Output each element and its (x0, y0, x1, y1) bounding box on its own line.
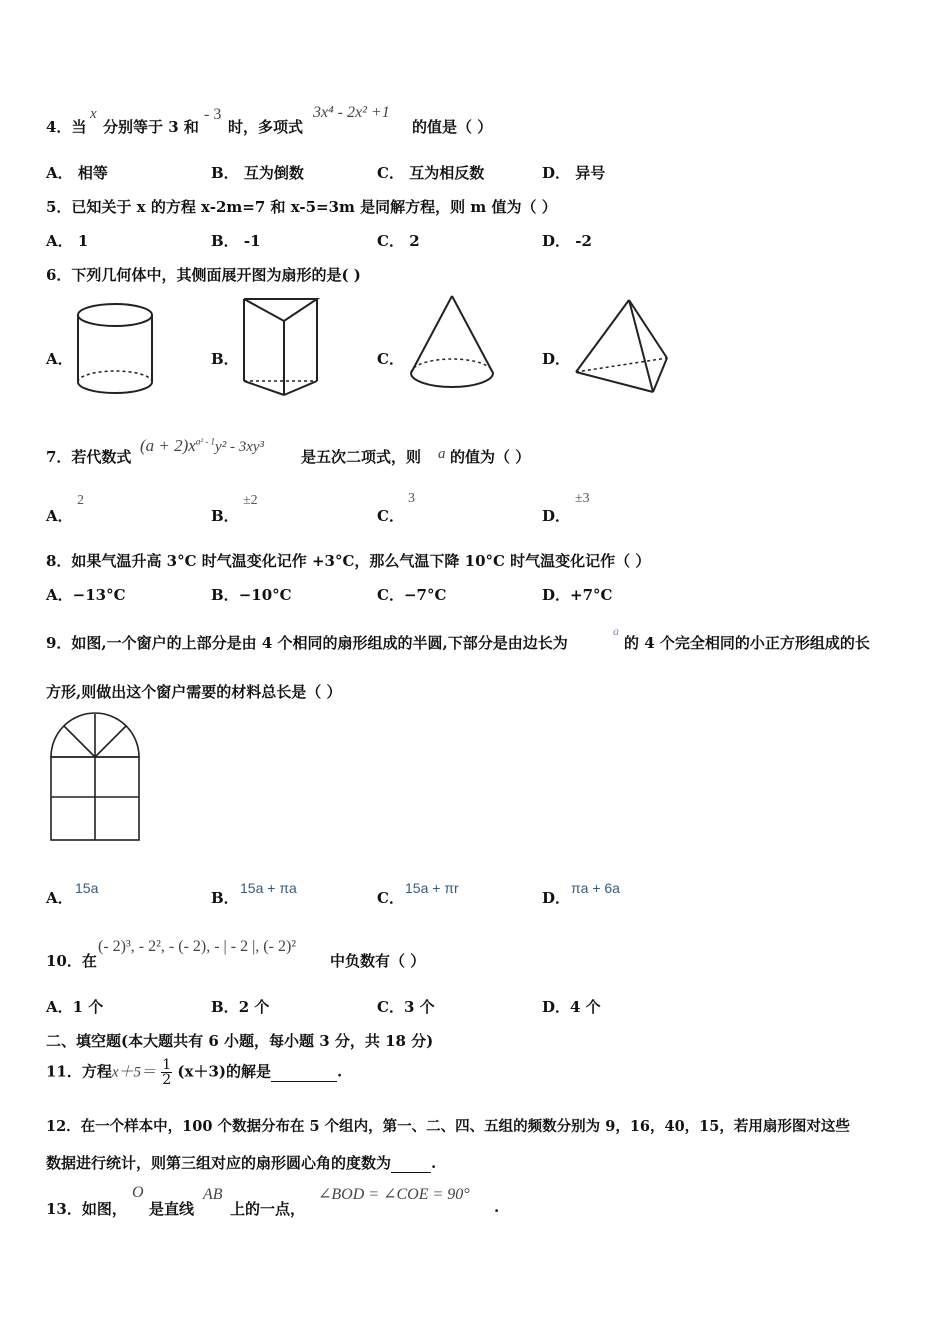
q4-option-b[interactable]: B． 互为倒数 (211, 164, 304, 182)
q8-option-b[interactable]: B．−10°C (211, 586, 292, 604)
q6-option-c[interactable]: C． (377, 350, 404, 368)
q10-option-c[interactable]: C．3 个 (377, 998, 435, 1016)
pyramid-icon (571, 296, 673, 396)
q4-neg3: - 3 (204, 106, 222, 123)
q11-equation: x＋5＝ (111, 1064, 157, 1081)
q4-option-d[interactable]: D． 异号 (542, 164, 606, 182)
q12-line-2: 数据进行统计，则第三组对应的扇形圆心角的度数为 . (46, 1154, 437, 1172)
q7-expr: $(a + 2)x^{a^2 - 1}y^2 - 3xy^3$ (140, 436, 265, 455)
q13-point-o: O (132, 1184, 144, 1201)
q9-line-2: 方形,则做出这个窗户需要的材料总长是（ ） (46, 683, 342, 701)
q7-option-d-value: ±3 (575, 491, 590, 506)
question-8: 8．如果气温升高 3°C 时气温变化记作 +3°C，那么气温下降 10°C 时气温变化记作（ ） (46, 552, 651, 570)
q7-text-2: 是五次二项式，则 (301, 448, 422, 466)
q10-expr: (- 2)³, - 2², - (- 2), - | - 2 |, (- 2)² (98, 938, 297, 955)
q8-option-a[interactable]: A．−13°C (46, 586, 126, 604)
q9-option-a-value: 15a (75, 880, 99, 896)
q5-option-b[interactable]: B． -1 (211, 232, 261, 250)
q7-option-d[interactable]: D． (542, 507, 571, 525)
q12-line-1: 12．在一个样本中，100 个数据分布在 5 个组内，第一、二、四、五组的频数分别为 9，16，40，15，若用扇形图对这些 (46, 1118, 850, 1135)
q13-end: . (494, 1198, 500, 1216)
q9-line-1a: 9．如图,一个窗户的上部分是由 4 个相同的扇形组成的半圆,下部分是由边长为 (46, 634, 568, 652)
q7-option-b-value: ±2 (243, 493, 258, 508)
q11-text-2: (x＋3)的解是 (172, 1062, 271, 1081)
q4-text-4: 的值是（ ） (412, 118, 493, 136)
q4-text-1: 当 (71, 118, 87, 136)
q4-text-3: 时，多项式 (228, 118, 304, 136)
q9-option-d[interactable]: D． (542, 889, 571, 907)
q10-number: 10．在 (46, 952, 97, 970)
q6-option-a[interactable]: A． (46, 350, 73, 368)
q4-polynomial: 3x⁴ - 2x² +1 (313, 104, 390, 121)
q5-option-d[interactable]: D． -2 (542, 232, 592, 250)
window-figure (46, 712, 142, 842)
q7-option-a-value: 2 (77, 493, 84, 508)
q11-text-1: 11．方程 (46, 1062, 112, 1081)
q11-answer-blank[interactable] (271, 1063, 337, 1082)
q5-option-c[interactable]: C． 2 (377, 232, 420, 250)
q9-option-c-value: 15a + πr (405, 880, 459, 896)
q4-text-2: 分别等于 3 和 (103, 118, 199, 136)
q7-option-c[interactable]: C． (377, 507, 404, 525)
q13-line-ab: AB (203, 1186, 223, 1203)
question-6: 6．下列几何体中，其侧面展开图为扇形的是( ) (46, 266, 361, 284)
q5-option-a[interactable]: A． 1 (46, 232, 89, 250)
q13-text-1: 13．如图， (46, 1200, 127, 1218)
question-4 (46, 116, 86, 137)
q10-option-a[interactable]: A．1 个 (46, 998, 104, 1016)
cylinder-icon (74, 300, 158, 398)
q7-option-c-value: 3 (408, 491, 415, 506)
q9-option-a[interactable]: A． (46, 889, 73, 907)
q9-option-d-value: πa + 6a (571, 880, 620, 896)
section-2-heading: 二、填空题(本大题共有 6 小题，每小题 3 分，共 18 分) (46, 1032, 434, 1050)
q7-number: 7．若代数式 (46, 448, 132, 466)
q9-option-b-value: 15a + πa (240, 880, 297, 896)
q7-text-3: 的值为（ ） (450, 448, 531, 466)
q9-option-b[interactable]: B． (211, 889, 239, 907)
q13-text-2: 是直线 (149, 1200, 195, 1218)
q7-option-a[interactable]: A． (46, 507, 73, 525)
triangular-prism-icon (238, 295, 322, 399)
q6-option-d[interactable]: D． (542, 350, 571, 368)
q4-option-a[interactable]: A． 相等 (46, 164, 108, 182)
question-11: 11．方程x＋5＝ $\frac{1}{2}$ (x＋3)的解是 . (46, 1057, 343, 1088)
q10-text-2: 中负数有（ ） (330, 952, 426, 970)
q9-line-1b: 的 4 个完全相同的小正方形组成的长 (624, 634, 870, 652)
q13-text-3: 上的一点， (230, 1200, 306, 1218)
q4-var-x: x (90, 106, 97, 122)
q9-var-a: a (613, 624, 619, 638)
question-5: 5．已知关于 x 的方程 x-2m=7 和 x-5=3m 是同解方程，则 m 值为（ ） (46, 198, 557, 216)
q10-option-d[interactable]: D．4 个 (542, 998, 601, 1016)
q4-number: 4． (46, 118, 72, 136)
q10-option-b[interactable]: B．2 个 (211, 998, 270, 1016)
q9-option-c[interactable]: C． (377, 889, 404, 907)
q13-angle: ∠BOD = ∠COE = 90° (318, 1186, 470, 1203)
q8-option-d[interactable]: D．+7°C (542, 586, 613, 604)
q8-option-c[interactable]: C．−7°C (377, 586, 447, 604)
q6-option-b[interactable]: B． (211, 350, 239, 368)
cone-icon (406, 293, 498, 397)
q4-option-c[interactable]: C． 互为相反数 (377, 164, 485, 182)
q7-var-a: a (438, 446, 446, 462)
q12-answer-blank[interactable] (391, 1154, 431, 1173)
q11-fraction: $\frac{1}{2}$ (162, 1057, 172, 1088)
q7-option-b[interactable]: B． (211, 507, 239, 525)
